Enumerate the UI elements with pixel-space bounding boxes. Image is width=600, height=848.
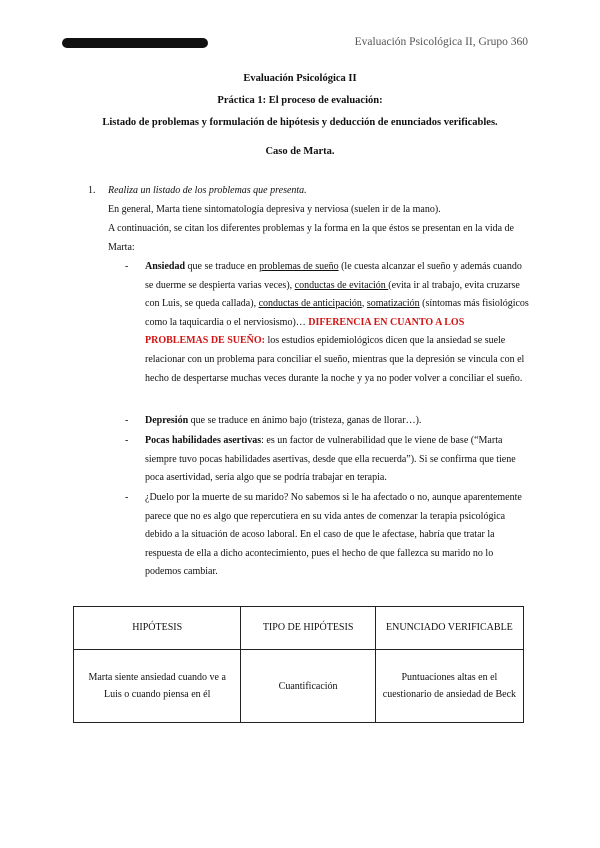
bullet-dash: -: [125, 492, 129, 503]
question-text: Realiza un listado de los problemas que presenta.: [108, 185, 307, 196]
term-conductas-anticipacion: conductas de anticipación: [258, 298, 362, 310]
cell-enunciado: Puntuaciones altas en el cuestionario de ansiedad de Beck: [375, 650, 523, 723]
text-span: que se traduce en: [185, 261, 260, 272]
bullet-asertividad: [145, 432, 530, 488]
term-somatizacion: somatización: [366, 298, 420, 310]
text-span: que se traduce en ánimo bajo (tristeza, ganas de llorar…).: [188, 415, 422, 426]
highlight-diferencia: DIFERENCIA EN CUANTO A LOS PROBLEMAS DE SUEÑO:: [145, 316, 465, 347]
table-row: [74, 650, 524, 723]
course-title: Evaluación Psicológica II: [243, 73, 357, 84]
term-depresion: Depresión: [145, 415, 189, 426]
col-header-enunciado: ENUNCIADO VERIFICABLE: [375, 607, 523, 650]
bullet-duelo: ¿Duelo por la muerte de su marido? No sabemos si le ha afectado o no, aunque aparentemente parece que no es algo que repercutiera en su vida antes de comenzar la terapia psicológica debido a la situación de acoso laboral. En el caso de que le afectase, habría que tratar la respuesta de ella a dicho acontecimiento, pues el hecho de que fallezca su marido no lo podemos cambiar.: [145, 492, 522, 578]
bullet-dash: -: [125, 261, 129, 272]
col-header-tipo: TIPO DE HIPÓTESIS: [241, 607, 375, 650]
text-span: (le cuesta alcanzar el sueño y además cuando se duerme se despierta varias veces),: [145, 261, 522, 291]
title-block: [0, 68, 600, 134]
bullet-depresion: [145, 412, 530, 431]
term-conductas-evitacion: conductas de evitación: [294, 279, 389, 291]
table-header-row: [74, 607, 524, 650]
case-title: Caso de Marta.: [265, 146, 335, 157]
cell-tipo: Cuantificación: [241, 650, 375, 723]
text-span: los estudios epidemiológicos dicen que la ansiedad se suele relacionar con un problema para conciliar el sueño, mientras que la depresión se vincula con el hecho de despertarse muchas veces durante la noche y ya no poder volver a conciliar el sueño.: [145, 335, 525, 384]
bullet-dash: -: [125, 435, 129, 446]
question-number: 1.: [88, 185, 96, 196]
text-span: ,: [361, 298, 367, 310]
bullet-ansiedad: [145, 258, 530, 388]
paragraph-intro: A continuación, se citan los diferentes problemas y la forma en la que éstos se presentan en la vida de Marta:: [108, 223, 514, 253]
text-span: (evita ir al trabajo, evita cruzarse con Luis, se queda callada),: [145, 279, 520, 310]
hypothesis-table: [73, 606, 524, 723]
term-ansiedad: Ansiedad: [145, 261, 186, 272]
page-header: Evaluación Psicológica II, Grupo 360: [354, 36, 528, 48]
cell-hipotesis: Marta siente ansiedad cuando ve a Luis o cuando piensa en él: [74, 650, 241, 723]
term-problemas-sueno: problemas de sueño: [259, 261, 339, 272]
redacted-author-name: [62, 38, 208, 48]
text-span: (síntomas más fisiológicos como la taquicardia o el nerviosismo)…: [145, 298, 529, 328]
practice-title: Práctica 1: El proceso de evaluación:: [217, 95, 383, 106]
paragraph-general: En general, Marta tiene sintomatología depresiva y nerviosa (suelen ir de la mano).: [108, 204, 441, 215]
term-habilidades-asertivas: Pocas habilidades asertivas: [145, 435, 262, 446]
bullet-dash: -: [125, 415, 129, 426]
col-header-hipotesis: HIPÓTESIS: [74, 607, 241, 650]
practice-subtitle: Listado de problemas y formulación de hipótesis y deducción de enunciados verificables.: [102, 117, 498, 128]
text-span: : es un factor de vulnerabilidad que le viene de base (“Marta siempre tuvo pocas habilidades asertivas, desde que ella recuerda”). Si se confirma que tiene poca asertividad, sería algo que se podría trabajar en terapia.: [145, 435, 516, 484]
